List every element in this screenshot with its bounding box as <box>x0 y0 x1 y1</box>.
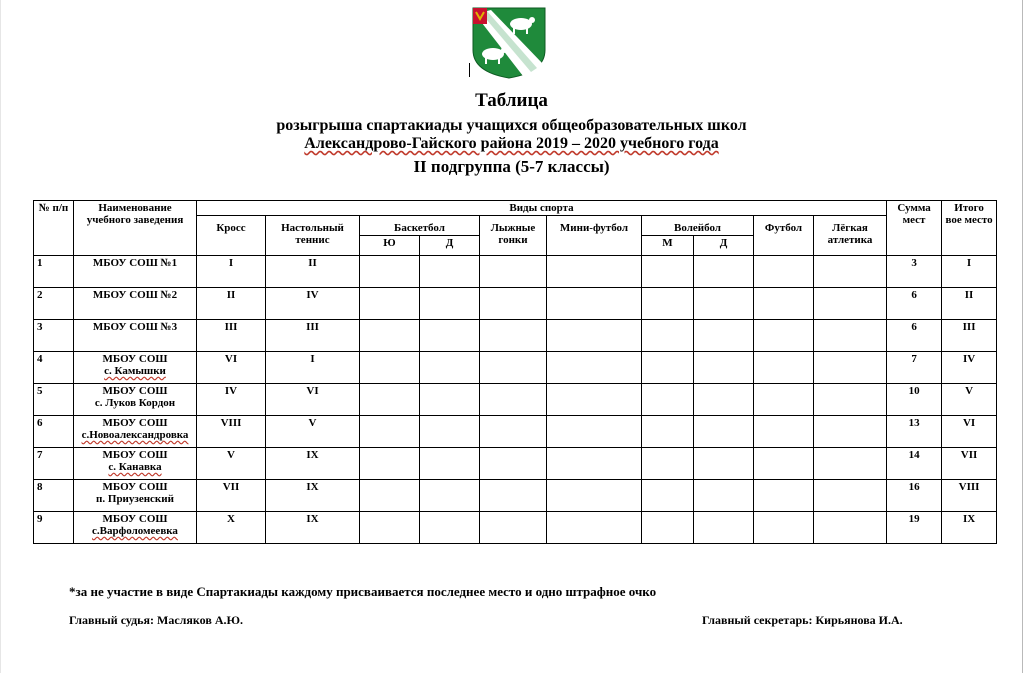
row-empty-cell <box>754 256 814 288</box>
school-location: с. Луков Кордон <box>94 397 176 409</box>
row-sum: 6 <box>887 320 942 352</box>
row-sum: 3 <box>887 256 942 288</box>
row-empty-cell <box>420 256 480 288</box>
row-empty-cell <box>754 288 814 320</box>
row-empty-cell <box>420 352 480 384</box>
row-empty-cell <box>480 320 547 352</box>
row-empty-cell <box>480 416 547 448</box>
row-sum: 19 <box>887 512 942 544</box>
row-empty-cell <box>814 256 887 288</box>
school-name: МБОУ СОШ <box>102 417 168 429</box>
school-name: МБОУ СОШ №3 <box>92 321 178 333</box>
row-empty-cell <box>360 288 420 320</box>
row-place: II <box>942 288 997 320</box>
table-row <box>34 416 997 448</box>
row-sum: 14 <box>887 448 942 480</box>
row-cross: VI <box>197 352 266 384</box>
row-empty-cell <box>360 416 420 448</box>
row-empty-cell <box>360 256 420 288</box>
row-place: IX <box>942 512 997 544</box>
row-empty-cell <box>360 448 420 480</box>
col-basketball-header: Баскетбол <box>360 216 480 236</box>
row-empty-cell <box>814 480 887 512</box>
row-empty-cell <box>420 448 480 480</box>
table-row <box>34 384 997 416</box>
row-cross: II <box>197 288 266 320</box>
row-school <box>74 256 197 288</box>
row-tennis: IX <box>266 512 360 544</box>
row-empty-cell <box>420 384 480 416</box>
col-basket-girls-header: Д <box>420 236 480 256</box>
row-num: 7 <box>34 448 74 480</box>
school-location-text: с. Канавка <box>108 461 162 473</box>
school-location <box>77 365 193 377</box>
row-empty-cell <box>642 480 694 512</box>
row-place: V <box>942 384 997 416</box>
row-empty-cell <box>642 512 694 544</box>
row-empty-cell <box>547 480 642 512</box>
school-location: п. Приузенский <box>96 493 174 505</box>
row-empty-cell <box>547 320 642 352</box>
row-sum: 6 <box>887 288 942 320</box>
row-empty-cell <box>694 288 754 320</box>
row-empty-cell <box>547 448 642 480</box>
row-empty-cell <box>814 320 887 352</box>
row-tennis: VI <box>266 384 360 416</box>
row-school <box>74 288 197 320</box>
row-empty-cell <box>642 448 694 480</box>
row-empty-cell <box>694 384 754 416</box>
row-cross: IV <box>197 384 266 416</box>
row-cross: V <box>197 448 266 480</box>
row-place: III <box>942 320 997 352</box>
row-num: 9 <box>34 512 74 544</box>
row-school <box>74 480 197 512</box>
school-name: МБОУ СОШ <box>102 353 168 365</box>
col-sports-header: Виды спорта <box>197 201 887 216</box>
subtitle-line-2-text: Александрово-Гайского района 2019 – 2020 учебного года <box>304 135 719 152</box>
table-row <box>34 512 997 544</box>
row-empty-cell <box>480 448 547 480</box>
row-empty-cell <box>754 448 814 480</box>
row-empty-cell <box>420 416 480 448</box>
coat-of-arms-emblem <box>471 6 547 79</box>
row-empty-cell <box>694 352 754 384</box>
col-minifootball-header: Мини-футбол <box>547 216 642 256</box>
row-empty-cell <box>642 416 694 448</box>
results-table <box>33 200 997 544</box>
row-empty-cell <box>694 320 754 352</box>
row-empty-cell <box>642 256 694 288</box>
row-cross: I <box>197 256 266 288</box>
row-cross: III <box>197 320 266 352</box>
row-empty-cell <box>480 288 547 320</box>
col-football-header: Футбол <box>754 216 814 256</box>
table-row <box>34 256 997 288</box>
row-cross: X <box>197 512 266 544</box>
row-school <box>74 352 197 384</box>
row-empty-cell <box>754 512 814 544</box>
row-empty-cell <box>814 512 887 544</box>
chief-secretary: Главный секретарь: Кирьянова И.А. <box>702 613 903 627</box>
school-location <box>77 461 193 473</box>
row-empty-cell <box>642 352 694 384</box>
school-name: МБОУ СОШ №1 <box>92 257 178 269</box>
row-cross: VIII <box>197 416 266 448</box>
col-ski-header: Лыжные гонки <box>480 216 547 256</box>
row-place: IV <box>942 352 997 384</box>
row-empty-cell <box>694 512 754 544</box>
row-empty-cell <box>814 448 887 480</box>
row-empty-cell <box>814 384 887 416</box>
table-row <box>34 352 997 384</box>
text-cursor <box>469 63 470 77</box>
row-tennis: IX <box>266 480 360 512</box>
school-location-text: с.Варфоломеевка <box>92 525 178 537</box>
table-row <box>34 480 997 512</box>
row-empty-cell <box>754 384 814 416</box>
row-empty-cell <box>694 480 754 512</box>
row-sum: 16 <box>887 480 942 512</box>
row-sum: 10 <box>887 384 942 416</box>
row-place: VII <box>942 448 997 480</box>
row-cross: VII <box>197 480 266 512</box>
school-location <box>77 429 193 441</box>
row-num: 4 <box>34 352 74 384</box>
row-empty-cell <box>420 288 480 320</box>
row-empty-cell <box>420 512 480 544</box>
row-school <box>74 448 197 480</box>
row-place: I <box>942 256 997 288</box>
col-num-header: № п/п <box>34 201 74 256</box>
header-row-1 <box>34 201 997 216</box>
subtitle-line-3: II подгруппа (5-7 классы) <box>413 157 610 176</box>
col-athletics-header: Лёгкая атлетика <box>814 216 887 256</box>
row-num: 8 <box>34 480 74 512</box>
school-name: МБОУ СОШ <box>102 449 168 461</box>
row-empty-cell <box>480 384 547 416</box>
row-empty-cell <box>360 512 420 544</box>
subtitle-line-1: розыгрыша спартакиады учащихся общеобразовательных школ <box>276 117 747 134</box>
row-tennis: IV <box>266 288 360 320</box>
row-num: 2 <box>34 288 74 320</box>
row-empty-cell <box>360 320 420 352</box>
row-place: VI <box>942 416 997 448</box>
row-school <box>74 416 197 448</box>
col-school-header: Наименование учебного заведения <box>74 201 197 256</box>
col-basket-boys-header: Ю <box>360 236 420 256</box>
row-empty-cell <box>480 512 547 544</box>
row-empty-cell <box>360 480 420 512</box>
row-empty-cell <box>480 480 547 512</box>
school-location-text: с. Камышки <box>104 365 166 377</box>
school-location-text: с.Новоалександровка <box>81 429 189 441</box>
row-empty-cell <box>480 256 547 288</box>
row-empty-cell <box>360 384 420 416</box>
row-sum: 7 <box>887 352 942 384</box>
chief-judge: Главный судья: Масляков А.Ю. <box>69 613 243 627</box>
footnote: *за не участие в виде Спартакиады каждому присваивается последнее место и одно штрафное очко <box>69 584 657 599</box>
row-tennis: V <box>266 416 360 448</box>
row-empty-cell <box>480 352 547 384</box>
col-cross-header: Кросс <box>197 216 266 256</box>
row-empty-cell <box>642 288 694 320</box>
table-row <box>34 320 997 352</box>
row-empty-cell <box>547 384 642 416</box>
col-sum-header: Сумма мест <box>887 201 942 256</box>
row-sum: 13 <box>887 416 942 448</box>
row-empty-cell <box>694 448 754 480</box>
row-place: VIII <box>942 480 997 512</box>
row-tennis: IX <box>266 448 360 480</box>
row-num: 3 <box>34 320 74 352</box>
school-location <box>77 525 193 537</box>
row-empty-cell <box>360 352 420 384</box>
col-volley-girls-header: Д <box>694 236 754 256</box>
row-school <box>74 384 197 416</box>
row-empty-cell <box>754 352 814 384</box>
row-num: 6 <box>34 416 74 448</box>
row-tennis: III <box>266 320 360 352</box>
row-tennis: II <box>266 256 360 288</box>
subtitle-line-2 <box>0 135 1023 153</box>
row-empty-cell <box>547 512 642 544</box>
row-empty-cell <box>420 320 480 352</box>
row-empty-cell <box>642 384 694 416</box>
row-empty-cell <box>814 288 887 320</box>
school-name: МБОУ СОШ <box>102 513 168 525</box>
row-school <box>74 320 197 352</box>
row-empty-cell <box>694 256 754 288</box>
table-row <box>34 288 997 320</box>
row-num: 1 <box>34 256 74 288</box>
row-empty-cell <box>754 480 814 512</box>
school-name: МБОУ СОШ <box>102 385 168 397</box>
row-empty-cell <box>547 256 642 288</box>
school-name: МБОУ СОШ <box>102 481 168 493</box>
col-volleyball-header: Волейбол <box>642 216 754 236</box>
table-row <box>34 448 997 480</box>
row-empty-cell <box>547 416 642 448</box>
row-school <box>74 512 197 544</box>
row-empty-cell <box>547 352 642 384</box>
row-empty-cell <box>420 480 480 512</box>
row-empty-cell <box>547 288 642 320</box>
col-tabletennis-header: Настольный теннис <box>266 216 360 256</box>
row-empty-cell <box>694 416 754 448</box>
row-empty-cell <box>814 416 887 448</box>
col-total-header: Итого вое место <box>942 201 997 256</box>
school-name: МБОУ СОШ №2 <box>92 289 178 301</box>
row-tennis: I <box>266 352 360 384</box>
col-volley-boys-header: М <box>642 236 694 256</box>
page-title: Таблица <box>475 90 548 111</box>
row-empty-cell <box>814 352 887 384</box>
row-empty-cell <box>642 320 694 352</box>
row-empty-cell <box>754 416 814 448</box>
row-empty-cell <box>754 320 814 352</box>
row-num: 5 <box>34 384 74 416</box>
